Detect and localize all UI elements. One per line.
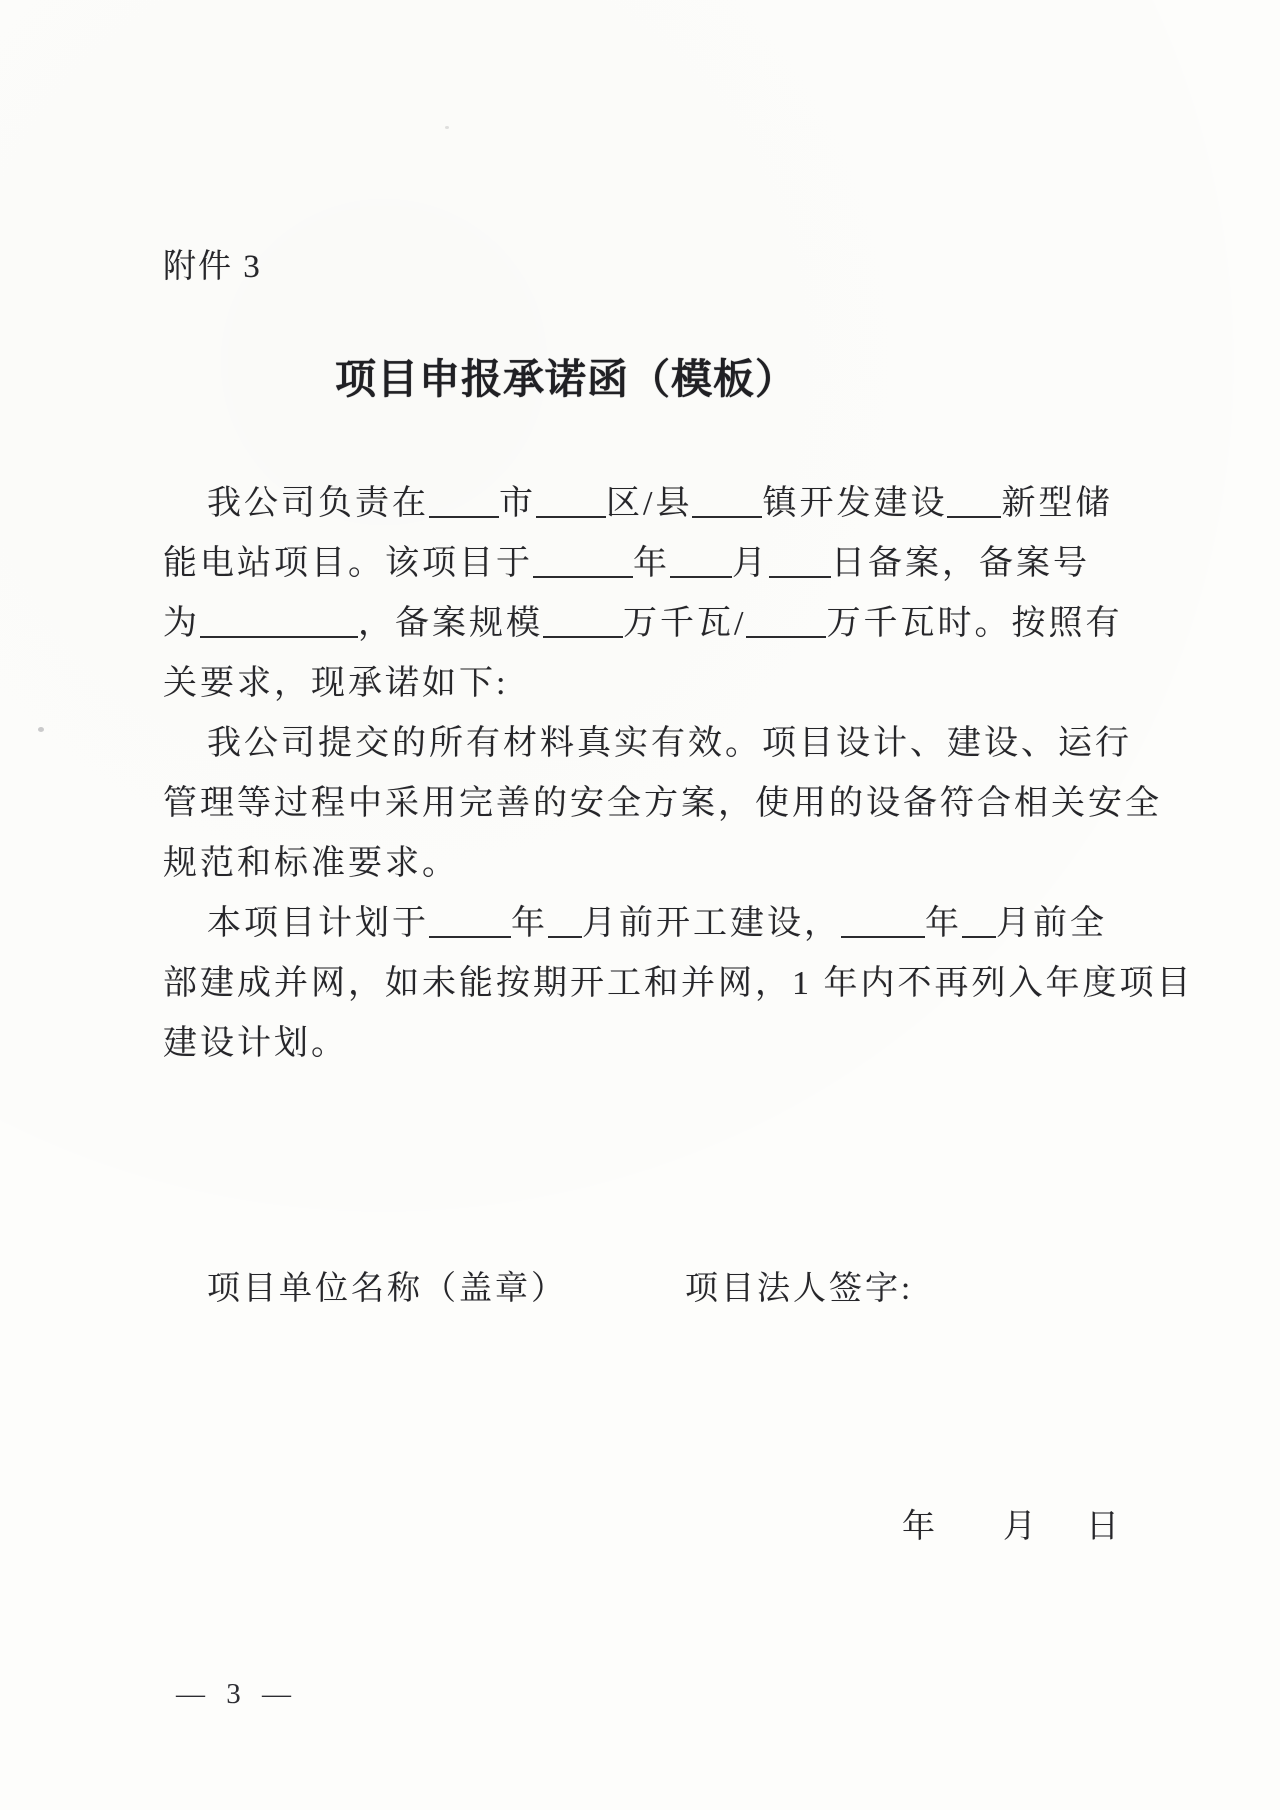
text-run: 镇开发建设 <box>762 485 948 522</box>
document-title: 项目申报承诺函（模板） <box>335 356 797 402</box>
blank-field <box>947 484 1001 518</box>
text-run: 月前全 <box>996 905 1107 942</box>
body-line <box>163 894 1143 954</box>
unit-seal-label: 项目单位名称（盖章） <box>207 1271 567 1307</box>
legal-person-signature-label: 项目法人签字: <box>685 1271 914 1307</box>
text-run: 能电站项目。该项目于 <box>163 545 533 582</box>
date-month-label: 月 <box>1003 1509 1036 1545</box>
text-run: 管理等过程中采用完善的安全方案，使用的设备符合相关安全 <box>163 785 1162 822</box>
blank-field <box>200 604 358 638</box>
scan-artifact-dot <box>445 126 449 129</box>
blank-field <box>841 904 925 938</box>
body-line <box>163 1014 1143 1074</box>
blank-field <box>692 484 762 518</box>
blank-field <box>429 904 511 938</box>
text-run: 规范和标准要求。 <box>163 845 459 882</box>
date-line <box>902 1500 1119 1547</box>
text-run: 关要求，现承诺如下: <box>163 665 509 702</box>
page-number: — 3 — <box>176 1678 298 1710</box>
paragraph <box>163 474 1143 714</box>
body-line <box>163 834 1143 894</box>
text-run: 部建成并网，如未能按期开工和并网，1 年内不再列入年度项目 <box>163 965 1194 1002</box>
paragraph <box>163 894 1194 1074</box>
text-run: 月前开工建设， <box>582 905 841 942</box>
text-run: 市 <box>499 485 536 522</box>
text-run: ，备案规模 <box>358 605 543 642</box>
date-year-label: 年 <box>902 1509 935 1545</box>
body-line <box>163 594 1143 654</box>
text-run: 日备案，备案号 <box>831 545 1090 582</box>
body-line <box>163 654 1143 714</box>
blank-field <box>670 544 732 578</box>
text-run: 年 <box>633 545 670 582</box>
text-run: 万千瓦时。按照有 <box>826 605 1123 642</box>
text-run: 月 <box>732 545 769 582</box>
body-line <box>163 774 1162 834</box>
paragraph <box>163 714 1162 894</box>
document-body <box>163 474 1194 1074</box>
text-run: 区/县 <box>606 485 693 522</box>
blank-field <box>746 604 826 638</box>
body-line <box>163 534 1143 594</box>
scan-artifact-dot <box>38 727 44 732</box>
blank-field <box>548 904 582 938</box>
body-line <box>163 474 1143 534</box>
text-run: 为 <box>163 605 200 642</box>
body-line <box>163 714 1143 774</box>
text-run: 新型储 <box>1001 485 1113 522</box>
blank-field <box>543 604 623 638</box>
date-day-label: 日 <box>1086 1509 1119 1545</box>
text-run: 年 <box>511 905 548 942</box>
blank-field <box>533 544 633 578</box>
text-run: 建设计划。 <box>163 1025 348 1062</box>
text-run: 年 <box>925 905 962 942</box>
attachment-label: 附件 3 <box>163 249 262 285</box>
text-run: 本项目计划于 <box>207 905 429 942</box>
blank-field <box>769 544 831 578</box>
text-run: 万千瓦/ <box>623 605 747 642</box>
blank-field <box>962 904 996 938</box>
blank-field <box>429 484 499 518</box>
text-run: 我公司负责在 <box>207 485 429 522</box>
body-line <box>163 954 1194 1014</box>
text-run: 我公司提交的所有材料真实有效。项目设计、建设、运行 <box>207 725 1132 762</box>
blank-field <box>536 484 606 518</box>
signature-row <box>207 1262 913 1309</box>
